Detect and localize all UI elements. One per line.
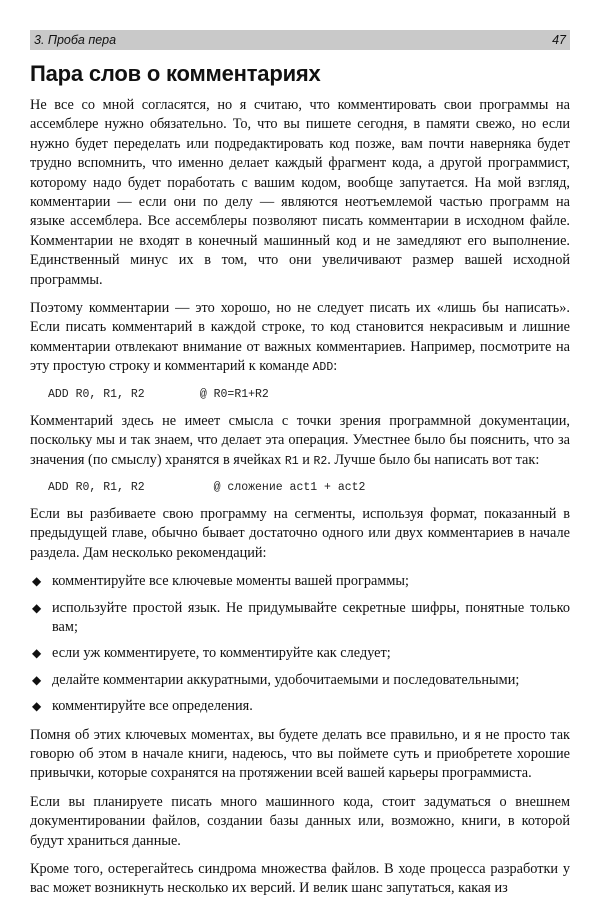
list-item-text: комментируйте все определения. bbox=[52, 698, 253, 715]
paragraph-7: Кроме того, остерегайтесь синдрома множества файлов. В ходе процесса разработки у вас может возникнуть несколько их версий. И велик шанс запутаться, какая из bbox=[30, 861, 570, 897]
diamond-bullet-icon: ◆ bbox=[32, 672, 42, 687]
diamond-bullet-icon: ◆ bbox=[32, 699, 42, 714]
body-text bbox=[30, 96, 570, 908]
list-item-text: делайте комментарии аккуратными, удобочитаемыми и последовательными; bbox=[52, 671, 520, 688]
code-example-2: ADD R0, R1, R2 @ сложение act1 + act2 bbox=[48, 480, 366, 494]
list-item bbox=[30, 599, 570, 638]
code-example-1: ADD R0, R1, R2 @ R0=R1+R2 bbox=[48, 387, 269, 401]
recommendation-list bbox=[30, 572, 570, 716]
list-item bbox=[30, 572, 570, 591]
paragraph-3-text: Комментарий здесь не имеет смысла с точки зрения программной документации, поскольку мы и так знаем, что делает эта операция. Уместнее было бы пояснить, что за значения (по смыслу) хранятся в ячейках bbox=[30, 412, 570, 468]
paragraph-3-and: и bbox=[298, 451, 314, 468]
list-item bbox=[30, 671, 570, 690]
list-item bbox=[30, 697, 570, 716]
chapter-title: 3. Проба пера bbox=[34, 33, 117, 47]
paragraph-3-end: . Лучше было бы написать вот так: bbox=[327, 451, 540, 468]
paragraph-4: Если вы разбиваете свою программу на сегменты, используя формат, показанный в предыдущей главе, обычно бывает достаточно одного или двух комментариев в начале раздела. Дам несколько рекомендаций: bbox=[30, 505, 570, 561]
inline-code-add: ADD bbox=[312, 361, 334, 375]
list-item-text: комментируйте все ключевые моменты вашей программы; bbox=[52, 573, 410, 590]
paragraph-6: Если вы планируете писать много машинного кода, стоит задуматься о внешнем документировании файлов, создании базы данных или, возможно, книги, в которой будут храниться данные. bbox=[30, 793, 570, 849]
inline-code-r2: R2 bbox=[313, 454, 328, 468]
page-number: 47 bbox=[552, 33, 566, 47]
list-item-text: используйте простой язык. Не придумывайте секретные шифры, понятные только вам; bbox=[52, 599, 570, 635]
running-header bbox=[30, 30, 570, 50]
diamond-bullet-icon: ◆ bbox=[32, 600, 42, 615]
paragraph-2 bbox=[30, 299, 570, 378]
inline-code-r1: R1 bbox=[284, 454, 299, 468]
section-heading: Пара слов о комментариях bbox=[30, 61, 321, 86]
diamond-bullet-icon: ◆ bbox=[32, 646, 42, 661]
list-item-text: если уж комментируете, то комментируйте как следует; bbox=[52, 645, 391, 662]
paragraph-2-text: Поэтому комментарии — это хорошо, но не следует писать их «лишь бы написать». Если писать комментарий в каждой строке, то код становится некрасивым и лишние комментарии отвлекают внимание от важных комментариев. Например, посмотрите на эту простую строку и комментарий к команде bbox=[30, 300, 570, 375]
list-item bbox=[30, 644, 570, 663]
paragraph-1: Не все со мной согласятся, но я считаю, что комментировать свои программы на ассемблере нужно обязательно. То, что вы пишете сегодня, в памяти свежо, но если нужно будет переделать или подредактировать код позже, вам почти наверняка будет трудно вспомнить, что именно делает каждый фрагмент кода, а другой программист, которому надо будет поработать с вашим кодом, вообще запутается. На мой взгляд, комментарии — если они по делу — являются неотъемлемой частью программ на языке ассемблера. Все ассемблеры позволяют писать комментарии в исходном файле. Комментарии не входят в конечный машинный код и не замедляют его выполнение. Единственный минус их в том, что они увеличивают размер вашей исходной программы. bbox=[30, 97, 570, 288]
paragraph-5: Помня об этих ключевых моментах, вы будете делать все правильно, и я не просто так говорю об этом в начале книги, надеюсь, что вы поймете суть и приобретете хорошие привычки, которые сохранятся на протяжении всей вашей карьеры программиста. bbox=[30, 726, 570, 782]
paragraph-2-end: : bbox=[333, 358, 338, 375]
paragraph-3 bbox=[30, 412, 570, 471]
diamond-bullet-icon: ◆ bbox=[32, 574, 42, 589]
